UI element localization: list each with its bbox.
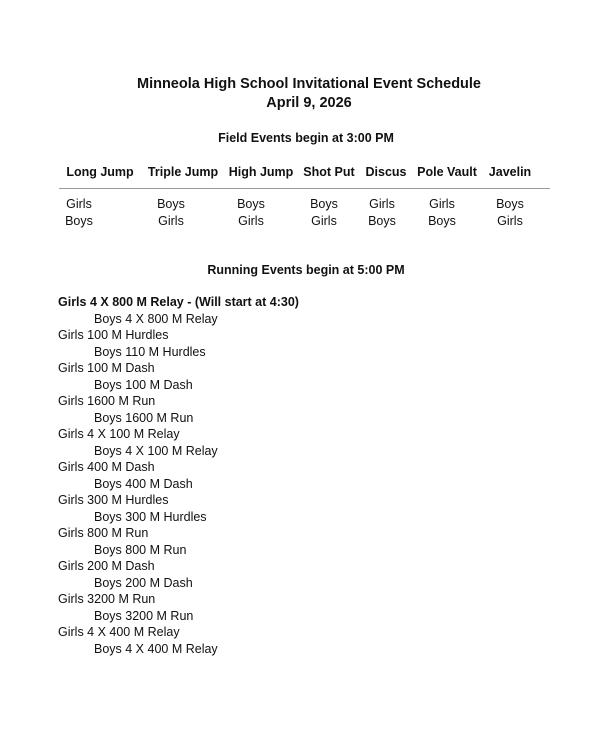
list-item: Girls 4 X 400 M Relay bbox=[58, 625, 180, 639]
list-item: Girls 3200 M Run bbox=[58, 592, 156, 606]
list-item: Boys 200 M Dash bbox=[94, 575, 193, 590]
table-cell: Girls bbox=[238, 214, 264, 228]
list-item: Boys 110 M Hurdles bbox=[94, 344, 206, 359]
table-cell: Boys bbox=[496, 197, 524, 211]
column-header-triple-jump: Triple Jump bbox=[147, 165, 219, 179]
document-title: Minneola High School Invitational Event Schedule bbox=[136, 76, 481, 92]
running-events-heading: Running Events begin at 5:00 PM bbox=[207, 263, 405, 277]
table-cell: Boys bbox=[428, 214, 456, 228]
list-item: Boys 400 M Dash bbox=[94, 476, 193, 491]
table-cell: Girls bbox=[369, 197, 395, 211]
column-header-pole-vault: Pole Vault bbox=[417, 165, 477, 179]
list-item: Boys 100 M Dash bbox=[94, 377, 193, 392]
column-header-shot-put: Shot Put bbox=[303, 165, 355, 179]
list-item: Boys 4 X 800 M Relay bbox=[94, 311, 218, 326]
list-item: Girls 200 M Dash bbox=[58, 559, 155, 573]
table-cell: Girls bbox=[66, 197, 92, 211]
list-item: Girls 4 X 100 M Relay bbox=[58, 427, 180, 441]
table-cell: Boys bbox=[368, 214, 396, 228]
list-item: Boys 300 M Hurdles bbox=[94, 509, 207, 524]
list-item: Boys 3200 M Run bbox=[94, 608, 194, 623]
list-item: Girls 100 M Dash bbox=[58, 361, 155, 375]
list-item: Boys 4 X 400 M Relay bbox=[94, 641, 218, 656]
column-header-long-jump: Long Jump bbox=[66, 165, 134, 179]
list-item: Girls 800 M Run bbox=[58, 526, 149, 540]
table-cell: Girls bbox=[311, 214, 337, 228]
list-item: Girls 100 M Hurdles bbox=[58, 328, 169, 342]
table-cell: Boys bbox=[65, 214, 93, 228]
running-events-list bbox=[58, 294, 578, 657]
document-date: April 9, 2026 bbox=[266, 95, 352, 111]
table-header-divider bbox=[59, 188, 550, 189]
table-cell: Boys bbox=[157, 197, 185, 211]
table-cell: Girls bbox=[158, 214, 184, 228]
list-item: Girls 1600 M Run bbox=[58, 394, 156, 408]
list-item: Boys 4 X 100 M Relay bbox=[94, 443, 218, 458]
field-events-heading: Field Events begin at 3:00 PM bbox=[218, 131, 394, 145]
column-header-high-jump: High Jump bbox=[228, 165, 294, 179]
table-cell: Girls bbox=[429, 197, 455, 211]
list-item: Girls 400 M Dash bbox=[58, 460, 155, 474]
table-cell: Boys bbox=[237, 197, 265, 211]
list-item: Girls 4 X 800 M Relay - (Will start at 4:30) bbox=[58, 295, 299, 309]
table-cell: Boys bbox=[310, 197, 338, 211]
column-header-javelin: Javelin bbox=[488, 165, 532, 179]
column-header-discus: Discus bbox=[365, 165, 407, 179]
list-item: Boys 1600 M Run bbox=[94, 410, 194, 425]
table-cell: Girls bbox=[497, 214, 523, 228]
list-item: Girls 300 M Hurdles bbox=[58, 493, 169, 507]
list-item: Boys 800 M Run bbox=[94, 542, 187, 557]
